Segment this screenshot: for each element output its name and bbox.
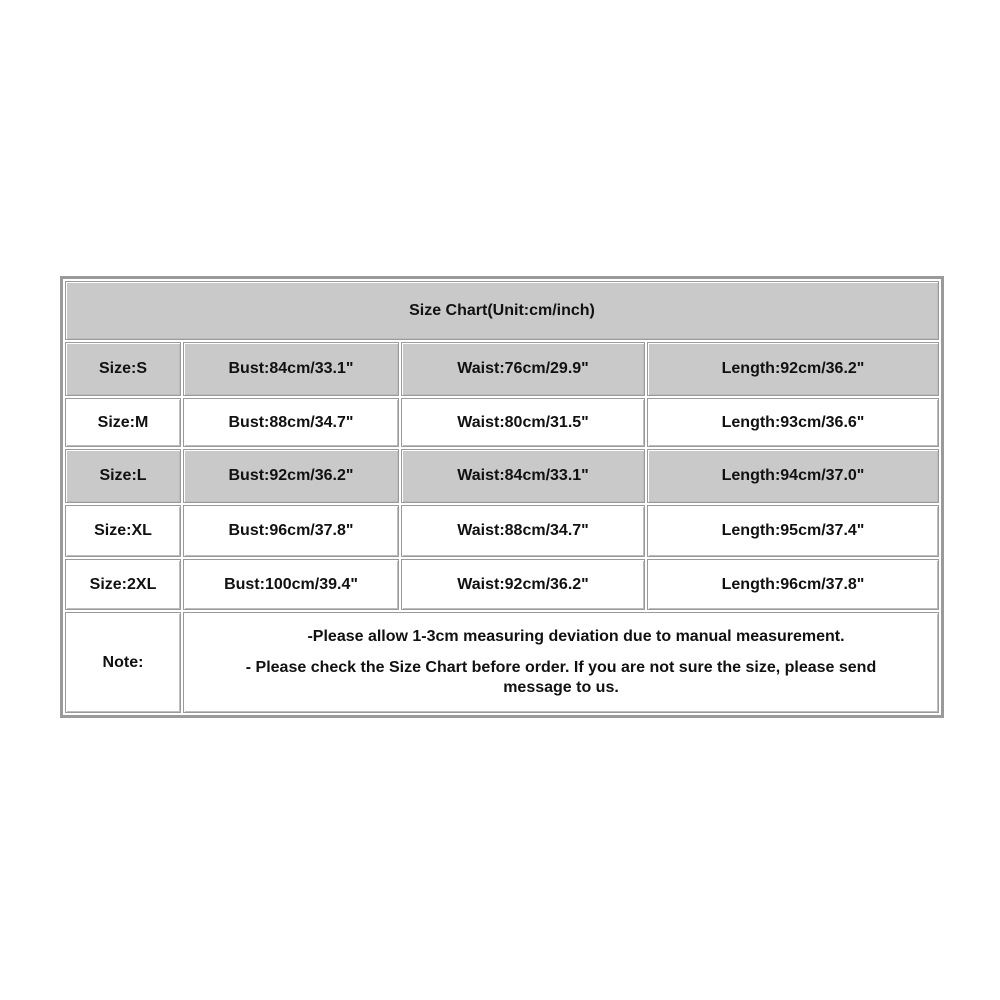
waist-value-s: Waist:76cm/29.9": [401, 342, 645, 396]
size-label-m: Size:M: [65, 398, 181, 447]
bust-value-l: Bust:92cm/36.2": [183, 449, 399, 503]
length-value-l: Length:94cm/37.0": [647, 449, 939, 503]
note-deviation-text: -Please allow 1-3cm measuring deviation due to manual measurement.: [307, 628, 845, 645]
size-label-2xl: Size:2XL: [65, 559, 181, 610]
bust-value-m: Bust:88cm/34.7": [183, 398, 399, 447]
waist-value-xl: Waist:88cm/34.7": [401, 505, 645, 557]
size-label-l: Size:L: [65, 449, 181, 503]
note-label: Note:: [65, 612, 181, 713]
size-label-s: Size:S: [65, 342, 181, 396]
bust-value-2xl: Bust:100cm/39.4": [183, 559, 399, 610]
waist-value-m: Waist:80cm/31.5": [401, 398, 645, 447]
note-check-text: - Please check the Size Chart before order. If you are not sure the size, please send message to us.: [245, 659, 877, 696]
length-value-s: Length:92cm/36.2": [647, 342, 939, 396]
waist-value-l: Waist:84cm/33.1": [401, 449, 645, 503]
length-value-xl: Length:95cm/37.4": [647, 505, 939, 557]
waist-value-2xl: Waist:92cm/36.2": [401, 559, 645, 610]
bust-value-xl: Bust:96cm/37.8": [183, 505, 399, 557]
size-chart-title: Size Chart(Unit:cm/inch): [65, 281, 939, 340]
note-content: [183, 612, 939, 713]
bust-value-s: Bust:84cm/33.1": [183, 342, 399, 396]
length-value-m: Length:93cm/36.6": [647, 398, 939, 447]
size-label-xl: Size:XL: [65, 505, 181, 557]
length-value-2xl: Length:96cm/37.8": [647, 559, 939, 610]
